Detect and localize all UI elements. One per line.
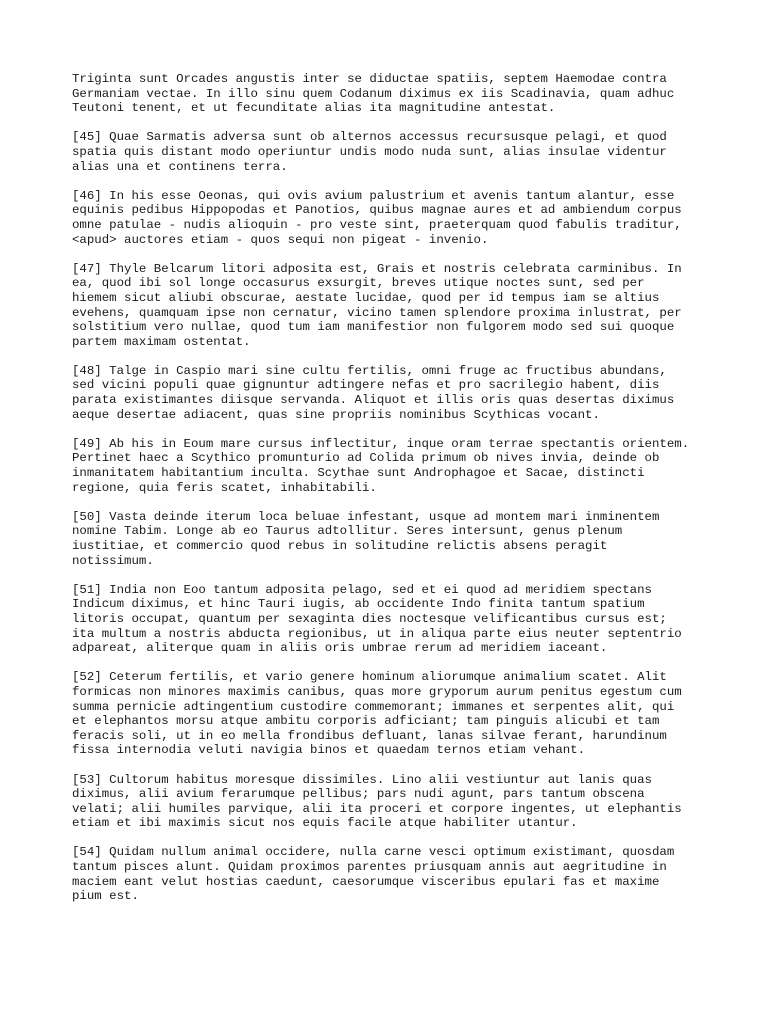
text-line: [50] Vasta deinde iterum loca beluae infestant, usque ad montem mari inminentem (72, 509, 660, 524)
text-line: solstitium vero nullae, quod tum iam manifestior non fulgorem modo sed sui quoque (72, 320, 675, 335)
paragraph (72, 437, 712, 495)
text-line: spatia quis distant modo operiuntur undis modo nuda sunt, alias insulae videntur (72, 144, 667, 159)
text-line: [53] Cultorum habitus moresque dissimiles. Lino alii vestiuntur aut lanis quas (72, 772, 652, 787)
text-line: Indicum diximus, et hinc Tauri iugis, ab occidente Indo finita tantum spatium (72, 597, 645, 612)
text-line: Pertinet haec a Scythico promunturio ad Colida primum ob nives invia, deinde ob (72, 451, 660, 466)
text-line: litoris occupat, quantum per sexaginta dies noctesque velificantibus cursus est; (72, 611, 667, 626)
text-line: alias una et continens terra. (72, 159, 288, 174)
text-line: partem maximam ostentat. (72, 334, 251, 349)
paragraph (72, 364, 712, 422)
text-line: maciem eant velut hostias caedunt, caesorumque visceribus epulari fas et maxime (72, 874, 660, 889)
text-line: sed vicini populi quae gignuntur adtingere nefas et pro sacrilegio habent, diis (72, 378, 660, 393)
text-line: adpareat, aliterque quam in aliis oris umbrae rerum ad meridiem iaceant. (72, 641, 608, 656)
paragraph (72, 583, 712, 656)
paragraph (72, 845, 712, 903)
paragraph (72, 670, 712, 758)
paragraph (72, 773, 712, 831)
text-line: evehens, quamquam ipse non cernatur, vicino tamen splendore proxima inlustrat, per (72, 305, 682, 320)
text-line: et elephantos morsu atque ambitu corporis adficiant; tam pinguis alicubi et tam (72, 714, 660, 729)
text-line: velati; alii humiles parvique, alii ita proceri et corpore ingentes, ut elephantis (72, 801, 682, 816)
text-line: <apud> auctores etiam - quos sequi non pigeat - invenio. (72, 232, 489, 247)
text-line: summa pernicie adtingentium custodire commemorant; immanes et serpentes alit, qui (72, 699, 675, 714)
text-line: notissimum. (72, 553, 154, 568)
paragraph (72, 262, 712, 350)
text-line: formicas non minores maximis canibus, quas more gryporum aurum penitus egestum cum (72, 684, 682, 699)
text-line: [52] Ceterum fertilis, et vario genere hominum aliorumque animalium scatet. Alit (72, 670, 667, 685)
text-line: Triginta sunt Orcades angustis inter se diductae spatiis, septem Haemodae contra (72, 72, 667, 86)
text-line: tantum pisces alunt. Quidam proximos parentes priusquam annis aut aegritudine in (72, 860, 667, 875)
text-line: [45] Quae Sarmatis adversa sunt ob alternos accessus recursusque pelagi, et quod (72, 130, 667, 145)
paragraph (72, 72, 712, 116)
text-line: equinis pedibus Hippopodas et Panotios, quibus magnae aures et ad ambiendum corpus (72, 203, 682, 218)
text-line: ea, quod ibi sol longe occasurus exsurgit, breves utique noctes sunt, sed per (72, 276, 645, 291)
text-line: nomine Tabim. Longe ab eo Taurus adtollitur. Seres intersunt, genus plenum (72, 524, 623, 539)
text-line: omne patulae - nudis alioquin - pro veste sint, praeterquam quod fabulis traditur, (72, 217, 682, 232)
text-line: inmanitatem habitantium inculta. Scythae sunt Androphagoe et Sacae, distincti (72, 466, 645, 481)
text-line: pium est. (72, 889, 139, 904)
text-line: feracis soli, ut in eo mella frondibus defluant, lanas silvae ferant, harundinum (72, 728, 667, 743)
text-line: [48] Talge in Caspio mari sine cultu fertilis, omni fruge ac fructibus abundans, (72, 363, 667, 378)
paragraph (72, 189, 712, 247)
text-line: Teutoni tenent, et ut fecunditate alias ita magnitudine antestat. (72, 101, 556, 116)
text-line: diximus, alii avium ferarumque pellibus; pars nudi agunt, pars tantum obscena (72, 787, 645, 802)
text-line: fissa internodia veluti navigia binos et quaedam ternos etiam vehant. (72, 743, 586, 758)
text-line: [54] Quidam nullum animal occidere, nulla carne vesci optimum existimant, quosdam (72, 845, 675, 860)
text-line: etiam et ibi maximis sicut nos equis facile atque habiliter utantur. (72, 816, 578, 831)
text-line: parata existimantes diisque servanda. Aliquot et illis oris quas desertas diximus (72, 393, 675, 408)
document-page (72, 72, 712, 918)
text-line: Germaniam vectae. In illo sinu quem Codanum diximus ex iis Scadinavia, quam adhuc (72, 86, 675, 101)
text-line: hiemem sicut aliubi obscurae, aestate lucidae, quod per id tempus iam se altius (72, 290, 660, 305)
text-line: ita multum a nostris abducta regionibus, ut in aliqua parte eius neuter septentrio (72, 626, 682, 641)
text-line: [47] Thyle Belcarum litori adposita est, Grais et nostris celebrata carminibus. In (72, 261, 682, 276)
text-line: [46] In his esse Oeonas, qui ovis avium palustrium et avenis tantum alantur, esse (72, 188, 675, 203)
text-line: aeque desertae adiacent, quas sine propriis nominibus Scythicas vocant. (72, 407, 600, 422)
text-line: [49] Ab his in Eoum mare cursus inflectitur, inque oram terrae spectantis orientem. (72, 436, 690, 451)
paragraph (72, 130, 712, 174)
text-line: regione, quia feris scatet, inhabitabili. (72, 480, 377, 495)
text-line: iustitiae, et commercio quod rebus in solitudine relictis absens peragit (72, 539, 608, 553)
text-line: [51] India non Eoo tantum adposita pelago, sed et ei quod ad meridiem spectans (72, 582, 652, 597)
paragraph (72, 510, 712, 568)
